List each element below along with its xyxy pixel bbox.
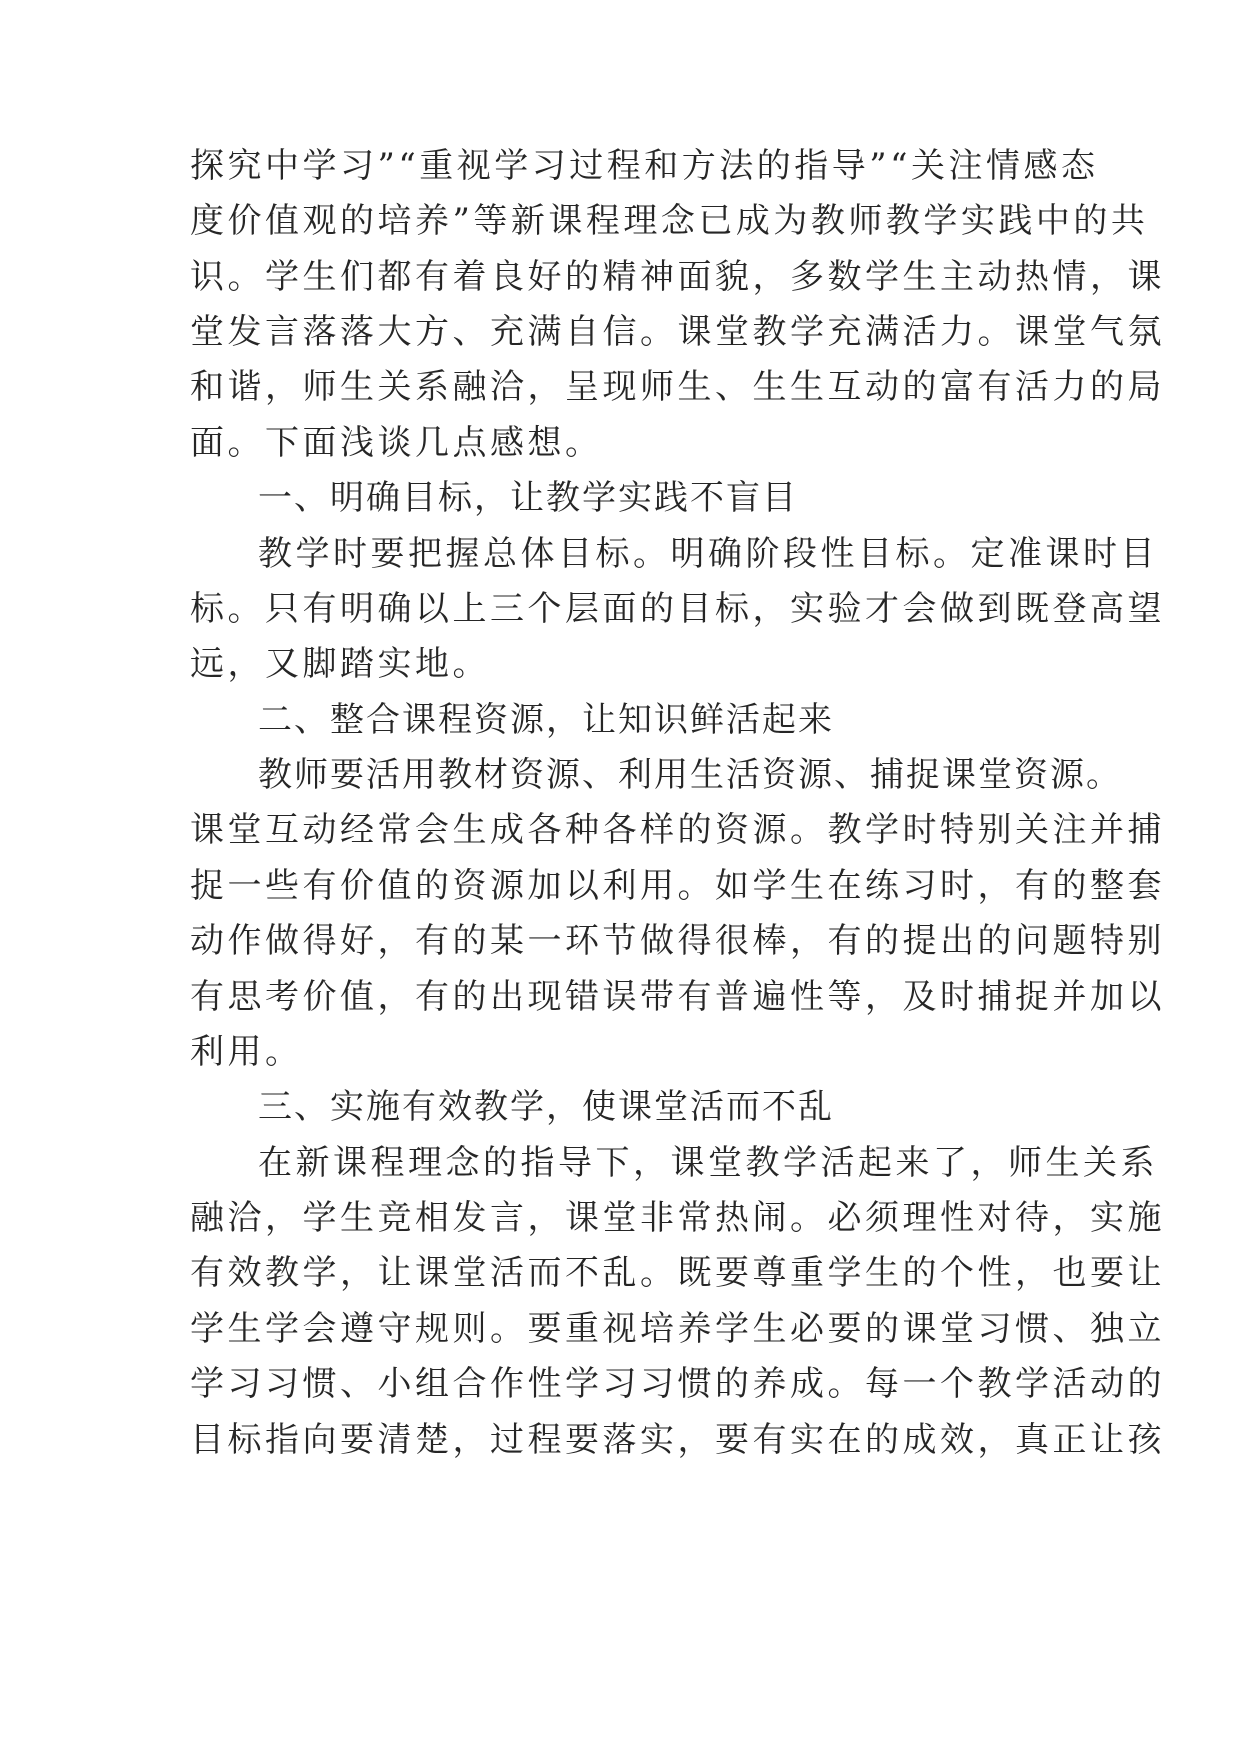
body-text-line: 标。只有明确以上三个层面的目标，实验才会做到既登高望 — [190, 589, 1165, 629]
body-text-line: 度价值观的培养”等新课程理念已成为教师教学实践中的共 — [190, 201, 1149, 241]
body-text-line: 面。下面浅谈几点感想。 — [190, 423, 603, 463]
body-text-line: 教学时要把握总体目标。明确阶段性目标。定准课时目 — [258, 534, 1158, 574]
body-text-line: 有思考价值，有的出现错误带有普遍性等，及时捕捉并加以 — [190, 977, 1165, 1017]
body-text-line: 教师要活用教材资源、利用生活资源、捕捉课堂资源。 — [258, 755, 1122, 795]
body-text-line: 探究中学习”“重视学习过程和方法的指导”“关注情感态 — [190, 146, 1099, 186]
body-text-line: 课堂互动经常会生成各种各样的资源。教学时特别关注并捕 — [190, 810, 1165, 850]
body-text-line: 和谐，师生关系融洽，呈现师生、生生互动的富有活力的局 — [190, 367, 1165, 407]
section-heading-2: 二、整合课程资源，让知识鲜活起来 — [258, 700, 834, 740]
body-text-line: 识。学生们都有着良好的精神面貌，多数学生主动热情，课 — [190, 257, 1165, 297]
body-text-line: 堂发言落落大方、充满自信。课堂教学充满活力。课堂气氛 — [190, 312, 1165, 352]
body-text-line: 有效教学，让课堂活而不乱。既要尊重学生的个性，也要让 — [190, 1253, 1165, 1293]
body-text-line: 学习习惯、小组合作性学习习惯的养成。每一个教学活动的 — [190, 1364, 1165, 1404]
section-heading-3: 三、实施有效教学，使课堂活而不乱 — [258, 1087, 834, 1127]
body-text-line: 融洽，学生竞相发言，课堂非常热闹。必须理性对待，实施 — [190, 1198, 1165, 1238]
section-heading-1: 一、明确目标，让教学实践不盲目 — [258, 478, 798, 518]
body-text-line: 目标指向要清楚，过程要落实，要有实在的成效，真正让孩 — [190, 1420, 1165, 1460]
body-text-line: 捉一些有价值的资源加以利用。如学生在练习时，有的整套 — [190, 866, 1165, 906]
body-text-line: 远，又脚踏实地。 — [190, 644, 490, 684]
body-text-line: 学生学会遵守规则。要重视培养学生必要的课堂习惯、独立 — [190, 1309, 1165, 1349]
body-text-line: 利用。 — [190, 1032, 303, 1072]
body-text-line: 动作做得好，有的某一环节做得很棒，有的提出的问题特别 — [190, 921, 1165, 961]
body-text-line: 在新课程理念的指导下，课堂教学活起来了，师生关系 — [258, 1143, 1158, 1183]
